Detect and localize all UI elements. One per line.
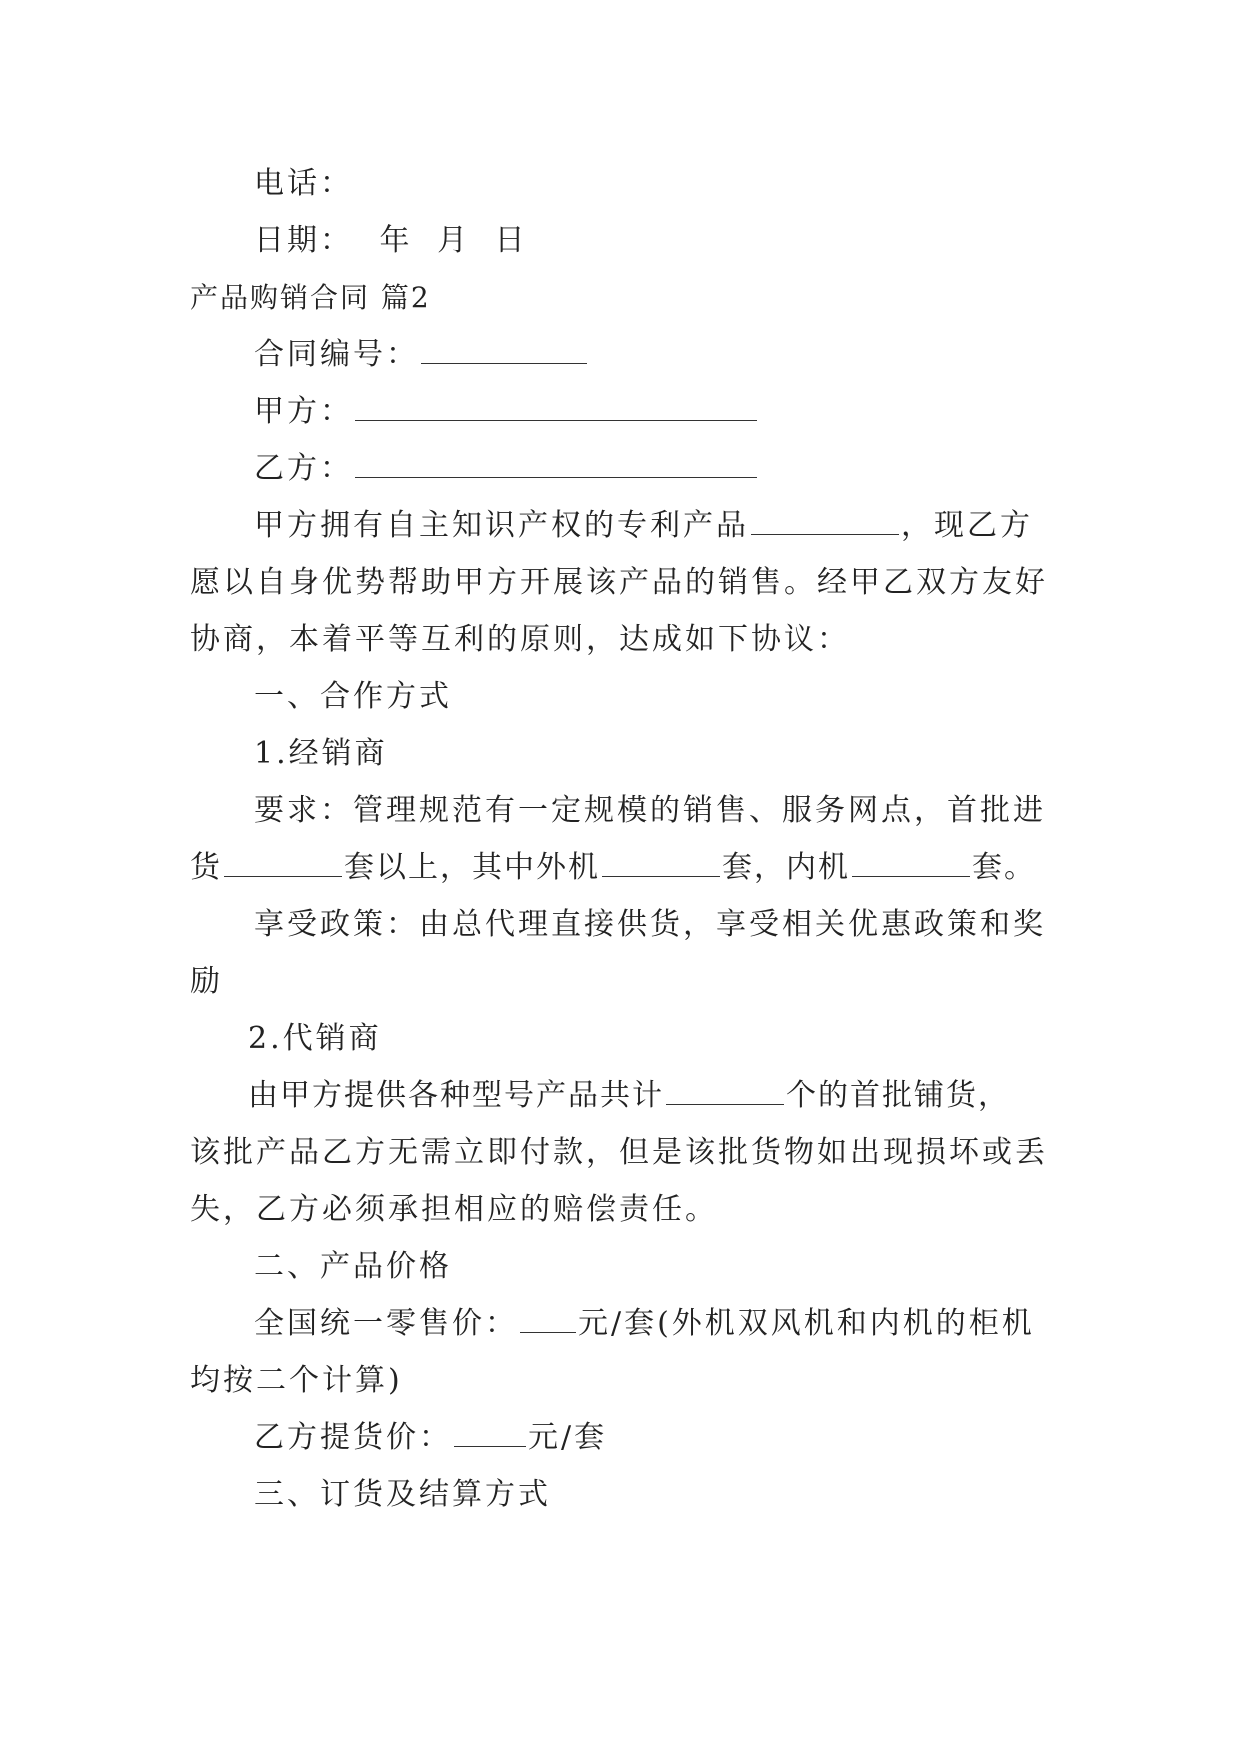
phone-line [190, 155, 1070, 212]
initial-stock-qty-blank [666, 1078, 784, 1105]
agent-text-2: 该批产品乙方无需立即付款，但是该批货物如出现损坏或丢 [190, 1135, 1048, 1170]
policy-text-1: 享受政策：由总代理直接供货，享受相关优惠政策和奖 [254, 907, 1046, 942]
outdoor-unit-qty-blank [602, 850, 720, 877]
price-text-2: 均按二个计算) [190, 1363, 403, 1398]
agent-line-3 [190, 1181, 1070, 1238]
section-heading-3 [190, 1466, 1070, 1523]
heading-text: 产品购销合同 篇2 [190, 281, 431, 314]
document-page [190, 155, 1070, 1523]
policy-line-2 [190, 953, 1070, 1010]
section-2-text: 二、产品价格 [254, 1249, 452, 1284]
price-line-2 [190, 1352, 1070, 1409]
requirement-line-2 [190, 839, 1070, 896]
intro-text-3: 协商，本着平等互利的原则，达成如下协议： [190, 622, 850, 657]
product-name-blank [751, 508, 899, 535]
intro-line-2 [190, 554, 1070, 611]
requirement-text-2d: 套。 [972, 850, 1036, 885]
party-b-label: 乙方： [254, 451, 353, 486]
requirement-line-1 [190, 782, 1070, 839]
retail-price-blank [520, 1306, 576, 1333]
indoor-unit-qty-blank [852, 850, 970, 877]
party-b-line [190, 440, 1070, 497]
price-line-3 [190, 1409, 1070, 1466]
policy-text-2: 励 [190, 964, 223, 999]
contract-number-line [190, 326, 1070, 383]
price-line-1 [190, 1295, 1070, 1352]
item-heading-2 [190, 1010, 1070, 1067]
price-text-3b: 元/套 [528, 1420, 608, 1455]
section-1-text: 一、合作方式 [254, 679, 452, 714]
intro-line-1 [190, 497, 1070, 554]
requirement-text-2a: 货 [190, 850, 222, 885]
agent-line-2 [190, 1124, 1070, 1181]
party-a-label: 甲方： [254, 394, 353, 429]
policy-line-1 [190, 896, 1070, 953]
first-order-qty-blank [224, 850, 342, 877]
section-heading-2 [190, 1238, 1070, 1295]
item-1-text: 1.经销商 [254, 736, 388, 771]
intro-text-2: 愿以自身优势帮助甲方开展该产品的销售。经甲乙双方友好 [190, 565, 1048, 600]
date-year: 年 [379, 223, 413, 258]
agent-text-1a: 由甲方提供各种型号产品共计 [248, 1078, 664, 1113]
section-heading-1 [190, 668, 1070, 725]
dealer-price-blank [454, 1420, 526, 1447]
requirement-text-2c: 套，内机 [722, 850, 850, 885]
item-2-text: 2.代销商 [248, 1021, 382, 1056]
requirement-text-1: 要求：管理规范有一定规模的销售、服务网点，首批进 [254, 793, 1046, 828]
contract-number-blank [421, 337, 587, 364]
date-day: 日 [494, 223, 528, 258]
date-line [190, 212, 1070, 269]
price-text-3a: 乙方提货价： [254, 1420, 452, 1455]
item-heading-1 [190, 725, 1070, 782]
date-label: 日期： [254, 223, 353, 258]
contract-heading [190, 269, 1070, 326]
date-month: 月 [437, 223, 471, 258]
price-text-1b: 元/套(外机双风机和内机的柜机 [578, 1306, 1035, 1341]
agent-line-1 [190, 1067, 1070, 1124]
agent-text-1b: 个的首批铺货， [786, 1078, 1010, 1113]
section-3-text: 三、订货及结算方式 [254, 1477, 551, 1512]
requirement-text-2b: 套以上，其中外机 [344, 850, 600, 885]
agent-text-3: 失，乙方必须承担相应的赔偿责任。 [190, 1192, 718, 1227]
party-b-blank [355, 451, 757, 478]
intro-text-1a: 甲方拥有自主知识产权的专利产品 [254, 508, 749, 543]
price-text-1a: 全国统一零售价： [254, 1306, 518, 1341]
party-a-blank [355, 394, 757, 421]
intro-line-3 [190, 611, 1070, 668]
intro-text-1b: ，现乙方 [901, 508, 1033, 543]
contract-number-label: 合同编号： [254, 337, 419, 372]
phone-label: 电话： [254, 166, 353, 201]
party-a-line [190, 383, 1070, 440]
